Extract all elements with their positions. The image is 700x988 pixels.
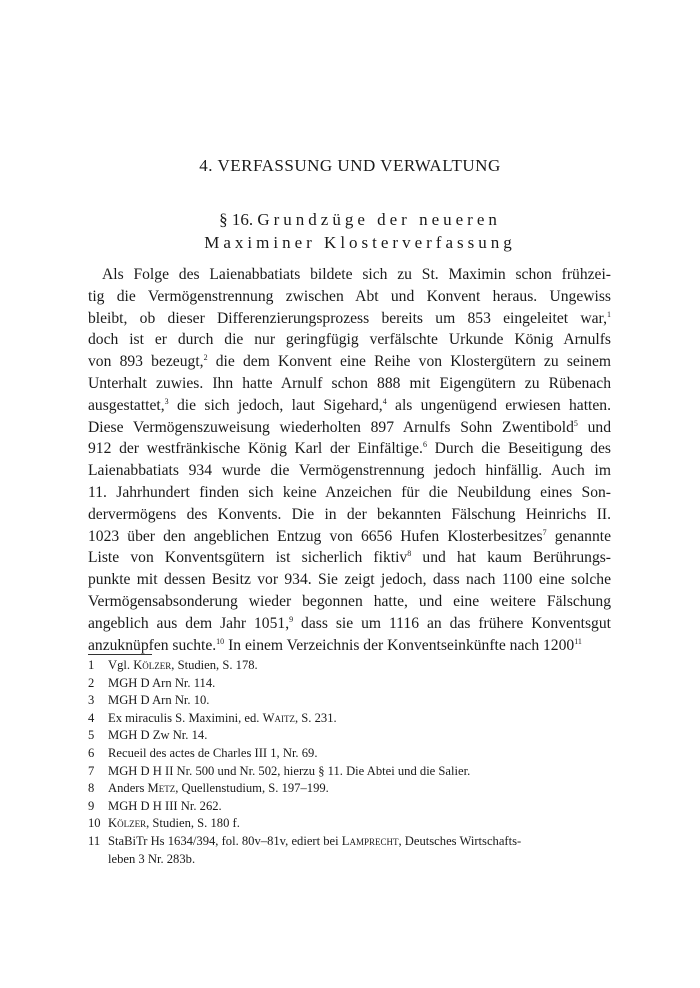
footnote-text [108,780,608,798]
body-text-segment: bleibt, ob dieser Differenzierungsprozess bereits um 853 eingeleitet war, [88,309,607,327]
footnote [88,833,608,868]
body-text-segment: Laienabbatiats 934 wurde die Vermögenstrennung jedoch hinfällig. Auch im [88,462,611,480]
footnote [88,675,608,693]
body-line [88,504,611,526]
footnote-segment: Ex miraculis S. Maximini, ed. [108,710,263,725]
footnote-text [108,745,608,763]
footnote-segment: Recueil des actes de Charles III 1, Nr. 69. [108,745,318,760]
body-text-segment: dass sie um 1116 an das frühere Konventsgut [293,614,611,632]
body-text-segment: Durch die Beseitigung des [426,440,611,458]
footnote-number: 1 [88,658,95,672]
body-text-segment: und hat kaum Berührungs- [411,549,611,567]
footnote-text [108,710,608,728]
author-name: Kölzer [108,816,147,831]
footnote [88,692,608,710]
footnote [88,780,608,798]
footnote-number: 7 [88,763,95,778]
footnote-ref: 9 [289,614,294,624]
body-text-segment: Unterhalt zuwies. Ihn hatte Arnulf schon 888 mit Eigengütern zu Rübenach [88,374,611,392]
body-text-segment: doch ist er durch die nur geringfügig verfälschte Urkunde König Arnulfs [88,331,611,349]
footnote-number: 9 [88,798,95,813]
footnote-text [108,833,608,868]
body-line [88,351,611,373]
body-text-segment: punkte mit dessen Besitz vor 934. Sie zeigt jedoch, dass nach 1100 eine solche [88,571,611,589]
footnote-text [108,657,608,675]
body-text-segment: 912 der westfränkische König Karl der Einfältige. [88,440,423,458]
chapter-title: 4. VERFASSUNG UND VERWALTUNG [199,156,501,175]
section-title-line2: Maximiner Klosterverfassung [204,233,516,252]
footnote-segment: , Quellenstudium, S. 197–199. [175,781,329,796]
footnote-segment: , Deutsches Wirtschafts- [398,833,522,848]
footnote [88,727,608,745]
footnote-segment: Anders [108,781,148,796]
footnote-ref: 2 [203,353,208,363]
footnote-segment: Vgl. [108,658,134,672]
body-line [88,329,611,351]
footnote-ref: 8 [407,549,412,559]
body-line [88,635,611,657]
author-name: Kölzer [133,658,172,672]
body-line [88,482,611,504]
body-text-segment: die dem Konvent eine Reihe von Klostergütern zu seinem [207,353,611,371]
body-text-segment: die sich jedoch, laut Sigehard, [168,396,383,414]
footnote-ref: 6 [422,440,427,450]
body-line [88,395,611,417]
footnote-text [108,798,608,816]
footnote-text [108,675,608,693]
body-line [88,417,611,439]
body-line [88,264,611,286]
section-title-line1: Grundzüge der neueren [257,210,501,229]
footnote-number: 5 [88,728,95,743]
footnote-segment: leben 3 Nr. 283b. [108,851,196,866]
body-text-segment: ausgestattet, [88,396,165,414]
footnote-ref: 11 [574,636,582,646]
section-heading [130,208,590,254]
body-text-segment: 11. Jahrhundert finden sich keine Anzeichen für die Neubildung eines Son- [88,483,611,501]
footnote-segment: MGH D Arn Nr. 10. [108,693,210,708]
footnote-segment: , S. 231. [295,710,337,725]
body-text-segment: als ungenügend erwiesen hatten. [386,396,611,414]
body-text-segment: tig die Vermögenstrennung zwischen Abt und Konvent heraus. Ungewiss [88,287,611,305]
section-number: § 16. [219,210,254,229]
body-paragraph [88,264,611,656]
footnote [88,763,608,781]
footnote-number: 8 [88,781,95,796]
footnote-number: 2 [88,675,95,690]
body-line [88,547,611,569]
footnote-number: 6 [88,745,95,760]
body-line [88,569,611,591]
footnotes [88,657,608,868]
author-name: Lamprecht [341,833,399,848]
footnote-number: 4 [88,710,95,725]
body-text-segment: Liste von Konventsgütern ist sicherlich fiktiv [88,549,408,567]
body-text-segment: genannte [546,527,612,545]
body-line [88,591,611,613]
body-line [88,460,611,482]
body-line [88,286,611,308]
footnote-divider [88,654,152,655]
footnote-ref: 7 [542,527,547,537]
footnote-segment: MGH D H III Nr. 262. [108,798,222,813]
footnote-ref: 1 [607,309,611,319]
body-text-segment: von 893 bezeugt, [88,353,204,371]
footnote [88,798,608,816]
footnote-ref: 5 [573,418,578,428]
footnote [88,815,608,833]
footnote [88,657,608,675]
body-text-segment: angeblich aus dem Jahr 1051, [88,614,290,632]
footnote-number: 10 [88,816,101,831]
body-line [88,308,611,330]
footnote-number: 11 [88,833,101,848]
body-line [88,526,611,548]
footnote-text [108,727,608,745]
body-text-segment: Als Folge des Laienabbatiats bildete sich zu St. Maximin schon frühzei- [102,266,611,283]
body-text-segment: 1023 über den angeblichen Entzug von 6656 Hufen Klosterbesitzes [88,527,543,545]
body-text-segment: und [577,418,611,436]
footnote-text [108,692,608,710]
footnote-ref: 3 [164,396,169,406]
footnote-ref: 4 [382,396,387,406]
footnote-ref: 10 [216,636,225,646]
footnote-segment: MGH D H II Nr. 500 und Nr. 502, hierzu § 11. Die Abtei und die Salier. [108,763,471,778]
author-name: Metz [147,781,176,796]
footnote-segment: , Studien, S. 178. [171,658,258,672]
footnote-segment: MGH D Zw Nr. 14. [108,728,208,743]
body-text-segment: dervermögens des Konvents. Die in der bekannten Fälschung Heinrichs II. [88,505,611,523]
body-line [88,613,611,635]
body-text-segment: In einem Verzeichnis der Konventseinkünfte nach 1200 [224,636,575,654]
body-text-segment: Diese Vermögenszuweisung wiederholten 897 Arnulfs Sohn Zwentibold [88,418,574,436]
footnote [88,745,608,763]
footnote-number: 3 [88,693,95,708]
footnote-segment: MGH D Arn Nr. 114. [108,675,216,690]
footnote-text [108,815,608,833]
footnote-segment: , Studien, S. 180 f. [146,816,240,831]
author-name: Waitz [262,710,295,725]
body-line [88,438,611,460]
body-text-segment: Vermögensabsonderung wieder begonnen hatte, und eine weitere Fälschung [88,592,611,610]
footnote [88,710,608,728]
footnote-segment: StaBiTr Hs 1634/394, fol. 80v–81v, ediert bei [108,833,342,848]
body-line [88,373,611,395]
body-text-segment: anzuknüpfen suchte. [88,636,217,654]
footnote-text [108,763,608,781]
